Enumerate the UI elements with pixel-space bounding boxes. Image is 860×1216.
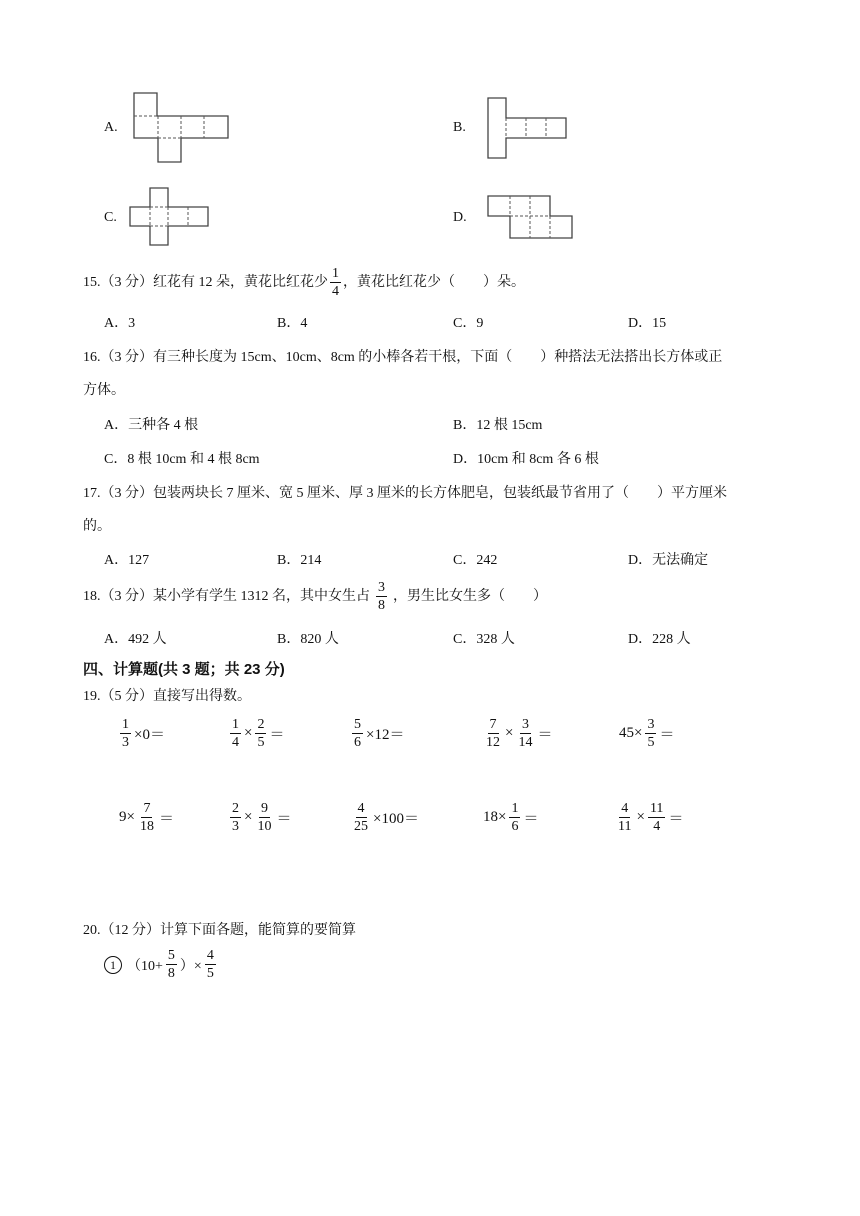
fraction-denominator: 8 bbox=[167, 966, 175, 981]
q16-option-c[interactable]: C．8 根 10cm 和 4 根 8cm bbox=[104, 452, 260, 467]
math-operator: ＝ bbox=[523, 811, 539, 827]
q16-option-a[interactable]: A．三种各 4 根 bbox=[104, 418, 199, 433]
q19-stem: 19.（5 分）直接写出得数。 bbox=[83, 689, 251, 704]
q15-option-a[interactable]: A．3 bbox=[104, 316, 136, 331]
fraction-numerator: 1 bbox=[122, 717, 129, 732]
fraction-denominator: 11 bbox=[618, 819, 632, 834]
fraction-denominator: 25 bbox=[354, 819, 368, 834]
math-operator: ＝ bbox=[276, 811, 292, 827]
cube-net-figure-d bbox=[486, 194, 576, 242]
fraction-denominator: 3 bbox=[122, 735, 129, 750]
fraction bbox=[120, 717, 131, 750]
fraction-numerator: 2 bbox=[232, 801, 239, 816]
q18-option-a[interactable]: A．492 人 bbox=[104, 632, 167, 647]
q15-option-b[interactable]: B．4 bbox=[277, 316, 308, 331]
math-operator: 45× bbox=[619, 725, 643, 741]
fraction-numerator: 3 bbox=[647, 717, 655, 732]
fraction-denominator: 3 bbox=[232, 819, 239, 834]
fraction-numerator: 4 bbox=[206, 948, 214, 963]
fraction bbox=[255, 717, 266, 750]
math-operator: ×12＝ bbox=[366, 727, 405, 743]
fraction-numerator: 1 bbox=[232, 717, 239, 732]
fraction-denominator: 14 bbox=[518, 735, 533, 750]
math-operator: ×100＝ bbox=[373, 811, 419, 827]
option-label: B. bbox=[453, 120, 466, 135]
fraction-numerator: 9 bbox=[260, 801, 268, 816]
fraction bbox=[484, 717, 502, 750]
fraction bbox=[645, 717, 656, 750]
q17-option-a[interactable]: A．127 bbox=[104, 553, 150, 568]
fraction-numerator: 11 bbox=[649, 801, 664, 816]
q19-item-7 bbox=[228, 801, 292, 834]
q20-stem: 20.（12 分）计算下面各题，能简算的要简算 bbox=[83, 923, 356, 938]
fraction-numerator: 7 bbox=[143, 801, 151, 816]
math-operator: 18× bbox=[483, 809, 507, 825]
fraction-numerator: 5 bbox=[354, 717, 361, 732]
fraction-denominator: 4 bbox=[653, 819, 661, 834]
q17-option-b[interactable]: B．214 bbox=[277, 553, 322, 568]
fraction-denominator: 10 bbox=[257, 819, 272, 834]
fraction bbox=[230, 717, 241, 750]
math-operator: ＝ bbox=[537, 727, 553, 743]
fraction bbox=[230, 801, 241, 834]
fraction bbox=[255, 801, 273, 834]
math-operator: ×0＝ bbox=[134, 727, 165, 743]
q19-item-5 bbox=[618, 717, 675, 750]
fraction-denominator: 5 bbox=[206, 966, 214, 981]
q15-stem: 15.（3 分）红花有 12 朵，黄花比红花少 $\frac{1}{4}$ ，黄花比红花少（ ）朵。 bbox=[83, 266, 525, 299]
option-label: A. bbox=[104, 120, 118, 135]
fraction-denominator: 4 bbox=[232, 735, 239, 750]
fraction-numerator: 3 bbox=[378, 580, 385, 595]
q18-option-b[interactable]: B．820 人 bbox=[277, 632, 339, 647]
fraction bbox=[205, 948, 216, 981]
fraction-numerator: 4 bbox=[621, 801, 629, 816]
math-operator: × bbox=[244, 809, 253, 825]
fraction-denominator: 8 bbox=[378, 598, 385, 613]
fraction-numerator: 7 bbox=[489, 717, 497, 732]
fraction bbox=[648, 801, 665, 834]
q17-stem-line2: 的。 bbox=[83, 519, 111, 534]
cube-net-figure-c bbox=[128, 186, 212, 248]
math-operator: × bbox=[505, 725, 514, 741]
q16-option-d[interactable]: D．10cm 和 8cm 各 6 根 bbox=[453, 452, 599, 467]
q17-option-c[interactable]: C．242 bbox=[453, 553, 498, 568]
section-heading: 四、计算题(共 3 题；共 23 分) bbox=[83, 661, 285, 678]
fraction bbox=[166, 948, 177, 981]
cube-net-figure-b bbox=[486, 96, 570, 162]
fraction-numerator: 3 bbox=[521, 717, 529, 732]
option-label: C. bbox=[104, 210, 117, 225]
math-operator: × bbox=[244, 725, 253, 741]
fraction-numerator: 1 bbox=[332, 266, 339, 281]
fraction bbox=[352, 717, 363, 750]
fraction bbox=[516, 717, 534, 750]
fraction-denominator: 4 bbox=[332, 284, 339, 299]
fraction-numerator: 1 bbox=[511, 801, 519, 816]
fraction-denominator: 6 bbox=[354, 735, 361, 750]
fraction-denominator: 5 bbox=[647, 735, 655, 750]
q19-item-8 bbox=[350, 801, 420, 834]
q19-item-1 bbox=[118, 717, 166, 750]
fraction-numerator: 4 bbox=[357, 801, 365, 816]
fraction bbox=[616, 801, 633, 834]
math-operator: ＝ bbox=[668, 811, 684, 827]
fraction-numerator: 2 bbox=[257, 717, 265, 732]
math-operator: ＝ bbox=[269, 727, 285, 743]
fraction-denominator: 18 bbox=[139, 819, 154, 834]
q17-option-d[interactable]: D．无法确定 bbox=[628, 553, 709, 568]
q19-item-2 bbox=[228, 717, 285, 750]
q16-option-b[interactable]: B．12 根 15cm bbox=[453, 418, 543, 433]
q17-stem-line1: 17.（3 分）包装两块长 7 厘米、宽 5 厘米、厚 3 厘米的长方体肥皂，包装纸最节省用了（ ）平方厘米 bbox=[83, 486, 727, 501]
q20-item-1 bbox=[104, 948, 218, 981]
option-label: D. bbox=[453, 210, 467, 225]
fraction-denominator: 5 bbox=[257, 735, 265, 750]
fraction-numerator: 5 bbox=[167, 948, 175, 963]
q16-stem-line2: 方体。 bbox=[83, 383, 125, 398]
q18-stem: 18.（3 分）某小学有学生 1312 名，其中女生占 $\frac{3}{8}$ ，男生比女生多（ ） bbox=[83, 580, 547, 613]
q19-item-6 bbox=[118, 801, 175, 834]
q15-option-d[interactable]: D．15 bbox=[628, 316, 667, 331]
math-operator: 9× bbox=[119, 809, 135, 825]
q18-option-d[interactable]: D．228 人 bbox=[628, 632, 691, 647]
circled-number-marker: 1 bbox=[104, 956, 122, 974]
q19-item-9 bbox=[482, 801, 539, 834]
q18-option-c[interactable]: C．328 人 bbox=[453, 632, 515, 647]
fraction bbox=[352, 801, 370, 834]
math-operator: ＝ bbox=[158, 811, 174, 827]
fraction bbox=[138, 801, 156, 834]
q19-item-3 bbox=[350, 717, 405, 750]
q19-item-4 bbox=[482, 717, 553, 750]
math-operator: （10+ bbox=[127, 958, 163, 974]
math-operator: ）× bbox=[179, 958, 202, 974]
q16-stem-line1: 16.（3 分）有三种长度为 15cm、10cm、8cm 的小棒各若干根，下面（ ）种搭法无法搭出长方体或正 bbox=[83, 350, 723, 365]
q15-option-c[interactable]: C．9 bbox=[453, 316, 484, 331]
math-operator: ＝ bbox=[659, 727, 675, 743]
fraction-denominator: 12 bbox=[486, 735, 500, 750]
math-operator: × bbox=[636, 809, 645, 825]
fraction-denominator: 6 bbox=[511, 819, 519, 834]
fraction bbox=[509, 801, 520, 834]
q19-item-10 bbox=[614, 801, 684, 834]
cube-net-figure-a bbox=[132, 92, 232, 164]
fraction bbox=[330, 266, 341, 299]
fraction bbox=[376, 580, 387, 613]
